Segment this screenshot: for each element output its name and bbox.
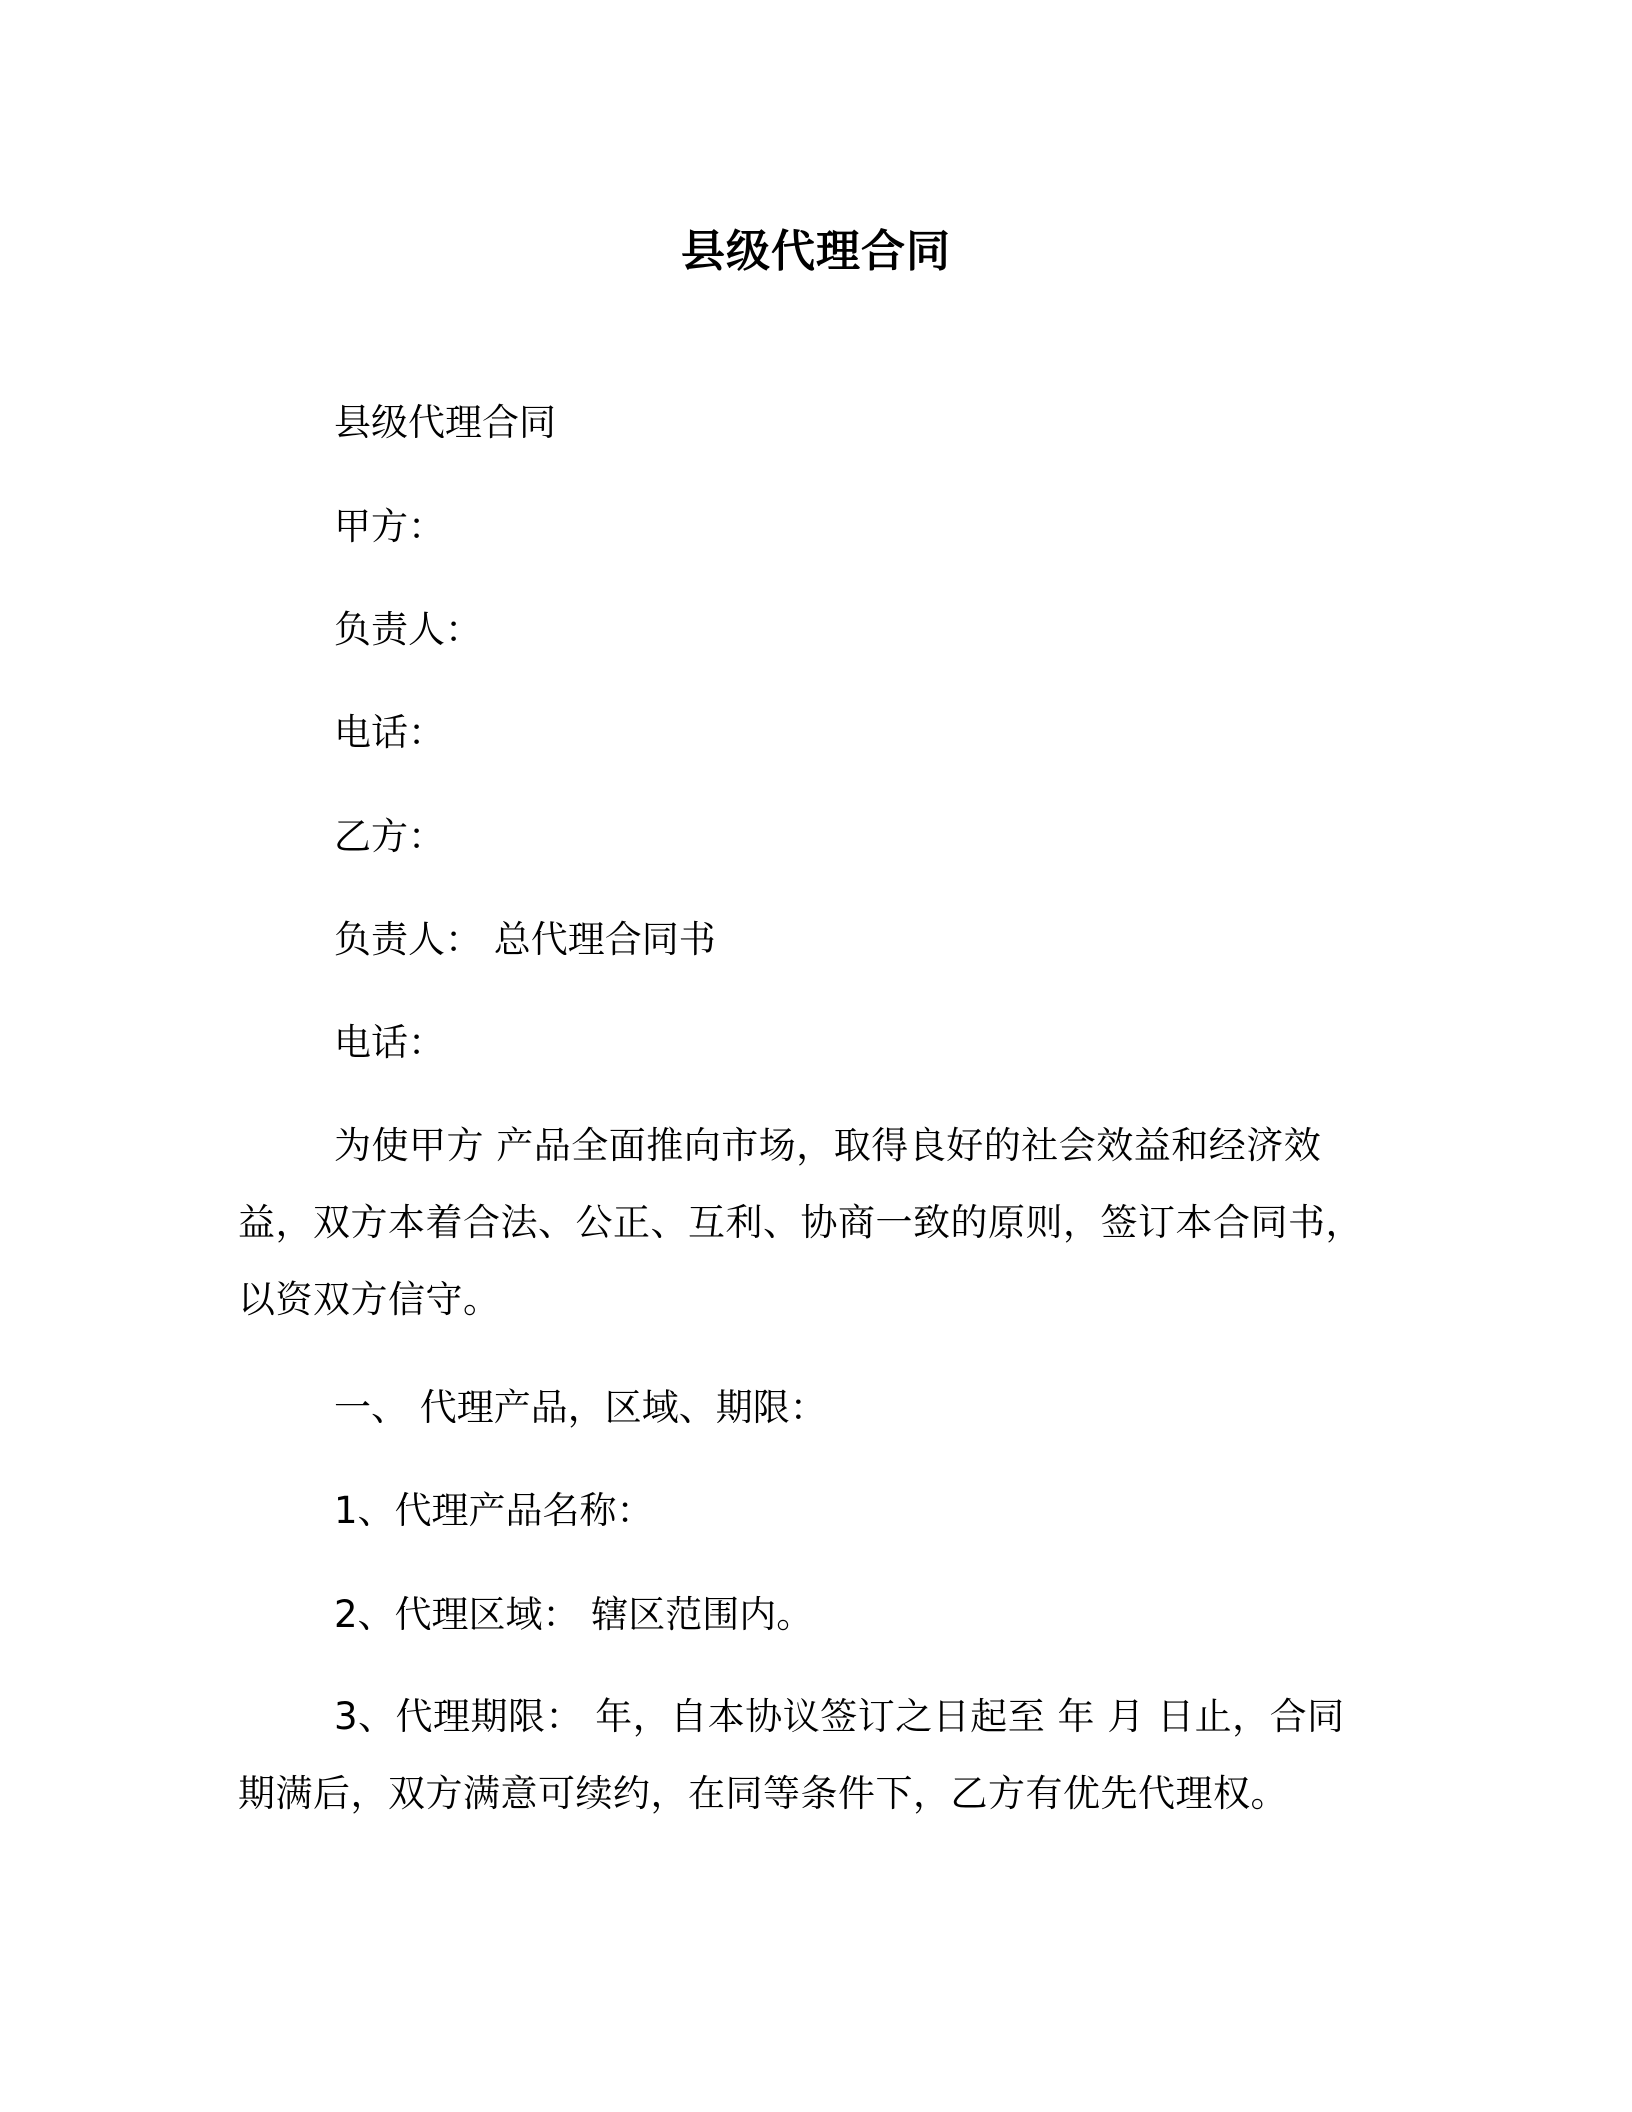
document-title: 县级代理合同 <box>681 226 951 277</box>
contract-subtitle: 县级代理合同 <box>334 401 556 444</box>
party-a-phone: 电话： <box>334 711 445 754</box>
item-1: 1、代理产品名称： <box>334 1489 654 1532</box>
party-b-phone: 电话： <box>334 1021 445 1064</box>
party-a-label: 甲方： <box>334 505 445 548</box>
intro-paragraph: 为使甲方 产品全面推向市场，取得良好的社会效益和经济效益，双方本着合法、公正、互利、协商一致的原则，签订本合同书，以资双方信守。 <box>238 1124 1363 1321</box>
section-1-heading: 一、 代理产品，区域、期限： <box>334 1386 827 1429</box>
party-b-person: 负责人： 总代理合同书 <box>334 918 716 961</box>
item-2: 2、代理区域： 辖区范围内。 <box>334 1593 814 1636</box>
party-b-label: 乙方： <box>334 815 445 858</box>
party-a-person: 负责人： <box>334 608 482 651</box>
item-3-paragraph: 3、代理期限： 年，自本协议签订之日起至 年 月 日止，合同期满后，双方满意可续约，在同等条件下，乙方有优先代理权。 <box>238 1695 1345 1815</box>
